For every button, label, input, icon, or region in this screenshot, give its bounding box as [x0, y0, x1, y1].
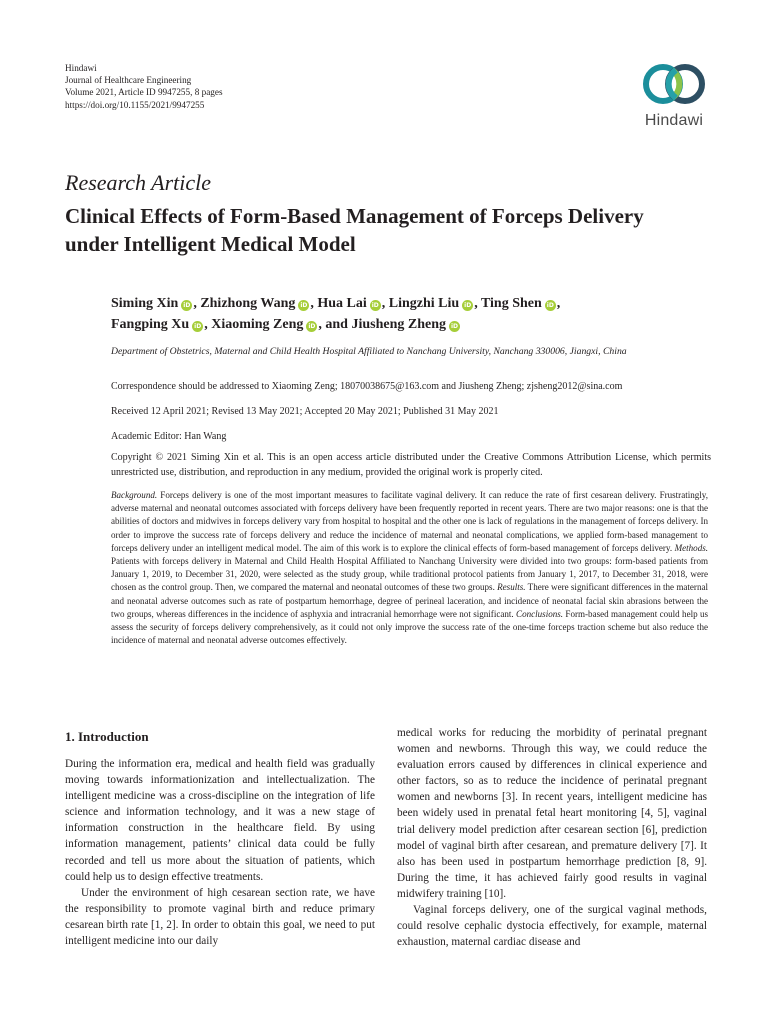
abstract-background: Forceps delivery is one of the most important measures to facilitate vaginal delivery. It can reduce the rate of first cesarean delivery. Frustratingly, adverse maternal and neonatal outcomes associated with forceps delivery have been frequently reported in recent years. There are two major reasons: one is that the abilities of doctors and midwives in forceps delivery vary from hospital to hospital and the other one is lack of regulations in the management of forceps delivery. In order to improve the success rate of forceps delivery and reduce the incidence of maternal and neonatal complications, we applied form-based management to forceps delivery under an intelligent medical model. The aim of this work is to explore the clinical effects of form-based management of forceps delivery.: [111, 490, 708, 553]
orcid-icon[interactable]: iD: [450, 323, 459, 330]
doi-link[interactable]: https://doi.org/10.1155/2021/9947255: [65, 99, 205, 110]
abstract-conclusions: Form-based management could help us assess the security of forceps delivery comprehensively, as it could not only improve the success rate of the one-time forceps traction scheme but also reduce the incidence of maternal and neonatal adverse outcomes effectively.: [111, 608, 709, 646]
hindawi-logo: [636, 60, 712, 132]
body-column-right: [397, 725, 707, 950]
orcid-icon[interactable]: iD: [464, 302, 472, 309]
article-title: Clinical Effects of Form-Based Management of Forceps Delivery under Intelligent Medical Model: [65, 204, 644, 256]
abstract-label-conclusions: Conclusions.: [516, 608, 564, 619]
hindawi-logo-icon: [636, 60, 712, 112]
author-name[interactable]: Fangping Xu: [111, 317, 190, 332]
abstract-label-background: Background.: [111, 490, 158, 500]
abstract-label-results: Results.: [497, 582, 526, 593]
abstract-results: There were significant differences in the maternal and neonatal adverse outcomes such as rate of postpartum hemorrhage, degree of perineal laceration, and incidence of neonatal facial skin abrasions between the two groups, whereas differences in the incidence of asphyxia and intracranial hemorrhage were not significant.: [111, 582, 708, 619]
author-name[interactable]: Siming Xin: [111, 296, 179, 311]
publication-dates: Received 12 April 2021; Revised 13 May 2021; Accepted 20 May 2021; Published 31 May 2021: [111, 406, 499, 417]
journal-header: [65, 62, 223, 111]
volume-info: Volume 2021, Article ID 9947255, 8 pages: [65, 87, 223, 98]
publisher-name: Hindawi: [65, 63, 97, 73]
author-separator: ,: [204, 317, 212, 332]
section-heading: 1. Introduction: [65, 729, 149, 744]
body-column-left: [65, 756, 375, 949]
author-name[interactable]: Lingzhi Liu: [388, 296, 460, 311]
body-paragraph: During the information era, medical and health field was gradually moving towards informationization and intellectualization. The intelligent medicine was a cross-discipline on the integration of life science and information technology, and it was a new stage of information construction in the healthcare field. By using information management, patients’ clinical data could be fully recorded and tell us more about the situation of patients, which could help us to design effective treatments.: [65, 758, 375, 883]
body-paragraph: medical works for reducing the morbidity of perinatal pregnant women and newborns. Through this way, we could reduce the evaluation errors caused by differences in clinical experience and other factors, so as to reduce the incidence of perinatal pregnant women and newborns [3]. In recent years, intelligent medicine has been widely used in prenatal fetal heart monitoring [4, 5], vaginal trial delivery model prediction after cesarean section [6], prediction model of vaginal birth after cesarean, and premature delivery [7]. It also has been used in postpartum hemorrhage prediction [8, 9]. During the time, it has achieved fairly good results in vaginal midwifery training [10].: [397, 727, 707, 900]
abstract-label-methods: Methods.: [674, 542, 708, 553]
correspondence: Correspondence should be addressed to Xiaoming Zeng; 18070038675@163.com and Jiusheng Zheng; zjsheng2012@sina.com: [111, 381, 623, 392]
author-name[interactable]: Jiusheng Zheng: [351, 317, 447, 332]
body-paragraph: Vaginal forceps delivery, one of the surgical vaginal methods, could resolve cephalic dystocia effectively, for example, maternal exhaustion, maternal cardiac disease and: [397, 904, 707, 949]
author-separator: ,: [474, 296, 481, 311]
copyright-notice: Copyright © 2021 Siming Xin et al. This is an open access article distributed under the Creative Commons Attribution License, which permits unrestricted use, distribution, and reproduction in any medium, provided the original work is properly cited.: [111, 452, 711, 478]
author-separator: ,: [381, 296, 389, 311]
orcid-icon[interactable]: iD: [546, 302, 554, 309]
orcid-icon[interactable]: iD: [194, 323, 202, 330]
article-type: Research Article: [65, 170, 212, 195]
author-name[interactable]: Zhizhong Wang: [200, 296, 296, 311]
author-separator: ,: [310, 296, 318, 311]
academic-editor: Academic Editor: Han Wang: [111, 431, 227, 442]
affiliation: Department of Obstetrics, Maternal and Child Health Hospital Affiliated to Nanchang University, Nanchang 330006, Jiangxi, China: [111, 346, 627, 357]
logo-text: Hindawi: [644, 112, 704, 129]
abstract: [111, 489, 708, 647]
body-paragraph: Under the environment of high cesarean section rate, we have the responsibility to promote vaginal birth and reduce primary cesarean birth rate [1, 2]. In order to obtain this goal, we need to put intelligent medicine into our daily: [65, 886, 375, 948]
journal-name: Journal of Healthcare Engineering: [65, 75, 192, 86]
abstract-methods: Patients with forceps delivery in Maternal and Child Health Hospital Affiliated to Nanchang University were divided into two groups: form-based patients from January 1, 2019, to December 31, 2020, were selected as the study group, while traditional protocol patients from January 1, 2017, to December 31, 2018, were chosen as the control group. Then, we compared the maternal and neonatal outcomes of these two groups.: [111, 556, 708, 593]
orcid-icon[interactable]: iD: [300, 302, 308, 309]
orcid-icon[interactable]: iD: [183, 302, 191, 309]
author-list: [111, 293, 711, 335]
author-name[interactable]: Ting Shen: [480, 296, 542, 311]
author-name[interactable]: Hua Lai: [317, 296, 367, 311]
author-separator: , and: [318, 317, 352, 332]
orcid-icon[interactable]: iD: [308, 323, 316, 330]
author-separator: ,: [193, 296, 201, 311]
author-separator: ,: [556, 296, 561, 311]
author-name[interactable]: Xiaoming Zeng: [211, 317, 304, 332]
orcid-icon[interactable]: iD: [371, 302, 379, 309]
